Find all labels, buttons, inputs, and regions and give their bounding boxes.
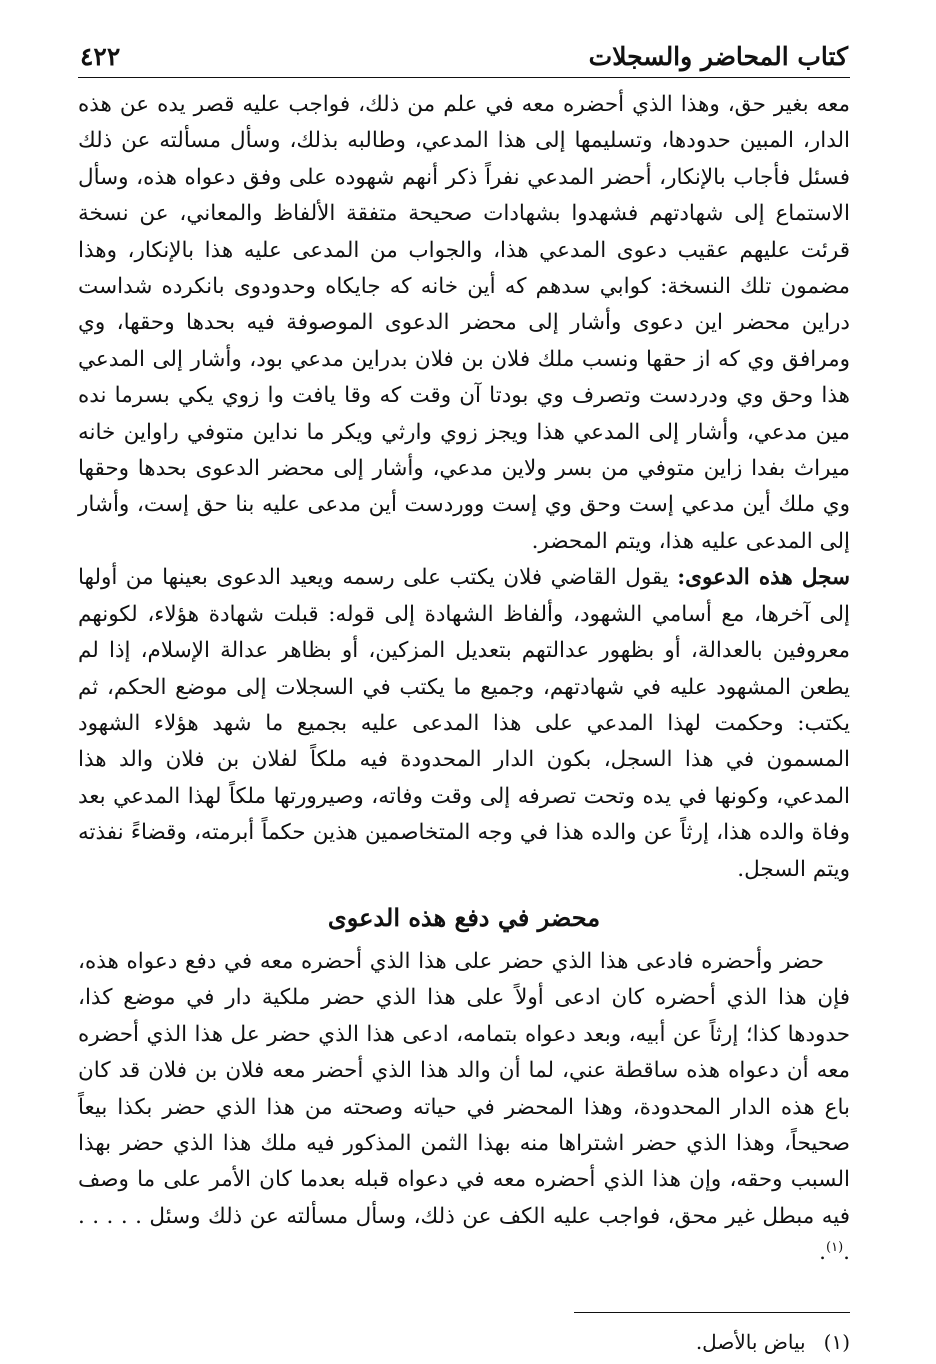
body-paragraph-1: معه بغير حق، وهذا الذي أحضره معه في علم من ذلك، فواجب عليه قصر يده عن هذه الدار، المبين حدودها، وتسليمها إلى هذا المدعي، وطالبه بذلك، وسأل مسألته عن ذلك فسئل فأجاب بالإنكار، أحضر المدعي نفراً ذكر أنهم شهوده على وفق دعواه هذه، وسأل الاستماع إلى شهادتهم فشهدوا بشهادات صحيحة متفقة الألفاظ والمعاني، عن نسخة قرئت عليهم عقيب دعوى المدعي هذا، والجواب من المدعى عليه هذا بالإنكار، وهذا مضمون تلك النسخة: كوابي سدهم كه أين خانه كه جايكاه وحدودوى بانكرده شداست دراين محضر اين دعوى وأشار إلى محضر الدعوى الموصوفة فيه بحدها وحقها، وي ومرافق وي كه از حقها ونسب ملك فلان بن فلان بدراين مدعي بود، وأشار إلى المدعي هذا وحق وي ودردست وتصرف وي بودتا آن وقت كه وقا يافت وا زوي يكي بسرما نده مين مدعي، وأشار إلى المدعي هذا ويجز زوي وارثي ويكر ما نداين متوفي راواين خانه ميراث بفدا زاين متوفي من بسر ولاين مدعي، وأشار إلى محضر الدعوى بحدها وحقها وي ملك أين مدعي إست وحق وي إست ووردست أين مدعى عليه بنا حق إست، وأشار إلى المدعى عليه هذا، ويتم المحضر.	[78, 92, 850, 554]
record-text: يقول القاضي فلان يكتب على رسمه ويعيد الدعوى بعينها من أولها إلى آخرها، مع أسامي الشهود، وألفاظ الشهادة إلى قوله: قبلت شهادة هؤلاء، لكونهم معروفين بالعدالة، أو بظهور عدالتهم بتعديل المزكين، أو بظاهر عدالة الإسلام، إذا لم يطعن المشهود عليه في شهادتهم، وجميع ما يكتب في السجلات إلى موضع الحكم، ثم يكتب: وحكمت لهذا المدعي على هذا المدعى عليه بجميع ما شهد هؤلاء الشهود المسمون في هذا السجل، بكون الدار المحدودة فيه ملكاً لفلان بن فلان والد هذا المدعي، وكونها في يده وتحت تصرفه إلى وقت وفاته، وصيرورتها ملكاً لهذا المدعي بعد وفاة والده هذا، إرثاً عن والده هذا في وجه المتخاصمين هذين حكماً أبرمته، وقضاءً نفذته ويتم السجل.	[78, 565, 850, 882]
paragraph-3-end: .	[819, 1240, 827, 1266]
section-title: محضر في دفع هذه الدعوى	[327, 902, 601, 932]
footnote-number: (١)	[823, 1329, 850, 1354]
record-heading: سجل هذه الدعوى:	[677, 565, 851, 591]
footnote	[78, 1327, 850, 1357]
body-paragraph-3	[78, 944, 850, 1272]
paragraph-3-text: حضر وأحضره فادعى هذا الذي حضر على هذا الذي أحضره معه في دفع دعواه هذه، فإن هذا الذي أحضره كان ادعى أولاً على هذا الذي حضر ملكية دار في موضع كذا، حدودها كذا؛ إرثاً عن أبيه، وبعد دعواه بتمامه، ادعى هذا الذي حضر عل هذا الذي أحضره معه أن دعواه هذه ساقطة عني، لما أن والد هذا الذي أحضر معه فلان بن فلان قد كان باع هذه الدار المحدودة، وهذا المحضر في حياته وصحته من هذا الذي حضر بكذا بيعاً صحيحاً، وهذا الذي حضر اشتراها منه بهذا الثمن المذكور فيه ملك هذا الذي حضر بهذا السبب وحقه، وإن هذا الذي أحضره معه في دعواه قبله بعدما كان الأمر على ما وصف فيه مبطل غير محق، فواجب عليه الكف عن ذلك، وسأل مسألته عن ذلك وسئل . . . . . .	[78, 948, 850, 1266]
page-header	[78, 30, 850, 78]
footnote-text: بياض بالأصل.	[695, 1329, 806, 1354]
page-number: ٤٢٢	[80, 42, 121, 71]
body-paragraph-2	[78, 560, 850, 888]
footnote-divider	[574, 1312, 850, 1313]
footnote-reference: (١)	[826, 1240, 844, 1256]
book-title: كتاب المحاضر والسجلات	[588, 42, 848, 71]
document-page	[78, 30, 850, 1357]
